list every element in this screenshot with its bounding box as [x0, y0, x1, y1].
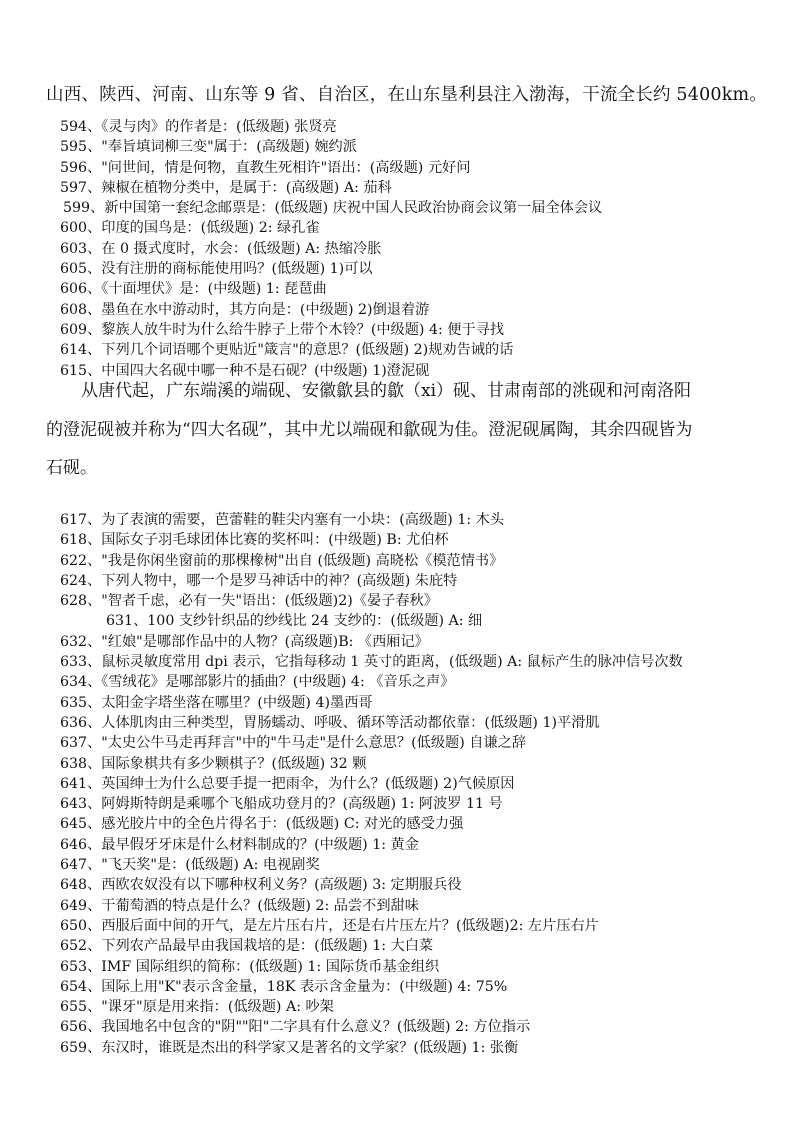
- list-item: 635、太阳金字塔坐落在哪里？(中级题) 4)墨西哥: [60, 694, 373, 711]
- list-item: 636、人体肌肉由三种类型，胃肠蠕动、呼吸、循环等活动都依靠：(低级题) 1)平滑肌: [60, 714, 600, 731]
- list-item: 643、阿姆斯特朗是乘哪个飞船成功登月的？(高级题) 1: 阿波罗 11 号: [60, 796, 503, 813]
- question-list-1: [60, 117, 785, 381]
- list-item: 634、《雪绒花》是哪部影片的插曲？(中级题) 4: 《音乐之声》: [60, 674, 455, 691]
- list-item: 622、"我是你闲坐窗前的那棵橡树"出自 (低级题) 高晓松《模范情书》: [60, 552, 504, 569]
- list-item: 631、100 支纱针织品的纱线比 24 支纱的：(低级题) A: 细: [106, 613, 483, 630]
- list-item: 656、我国地名中包含的"阴""阳"二字具有什么意义？(低级题) 2: 方位指示: [60, 1019, 531, 1036]
- list-item: 617、为了表演的需要，芭蕾鞋的鞋尖内塞有一小块：(高级题) 1: 木头: [60, 512, 505, 528]
- list-item: 646、最早假牙牙床是什么材料制成的？(中级题) 1: 黄金: [60, 836, 419, 853]
- list-item: 637、"太史公牛马走再拜言"中的"牛马走"是什么意思？(低级题) 自谦之辞: [60, 735, 527, 752]
- list-item: 618、国际女子羽毛球团体比赛的奖杯叫：(中级题) B: 尤伯杯: [60, 532, 449, 549]
- list-item: 645、感光胶片中的全色片得名于：(低级题) C: 对光的感受力强: [60, 816, 464, 833]
- list-item: 600、印度的国鸟是：(低级题) 2: 绿孔雀: [60, 220, 320, 237]
- list-item: 641、英国绅士为什么总要手提一把雨伞，为什么？(低级题) 2)气候原因: [60, 775, 515, 792]
- list-item: 655、"课牙"原是用来指：(低级题) A: 吵架: [60, 999, 334, 1016]
- list-item: 650、西服后面中间的开气，是左片压右片，还是右片压左片？(低级题)2: 左片压右片: [60, 917, 599, 934]
- list-item: 615、中国四大名砚中哪一种不是石砚？(中级题) 1)澄泥砚: [60, 362, 430, 379]
- list-item: 624、下列人物中，哪一个是罗马神话中的神？(高级题) 朱庇特: [60, 572, 458, 589]
- question-list-2: [60, 510, 785, 1058]
- list-item: 653、IMF 国际组织的简称：(低级题) 1: 国际货币基金组织: [60, 958, 440, 975]
- intro-line: 山西、陕西、河南、山东等 9 省、自治区，在山东垦利县注入渤海，干流全长约 5400km。: [46, 85, 768, 105]
- paragraph-line: 石砚。: [46, 458, 97, 478]
- list-item: 609、黎族人放牛时为什么给牛脖子上带个木铃？(中级题) 4: 便于寻找: [60, 321, 505, 338]
- list-item: 603、在 0 摄式度时，水会：(低级题) A: 热缩冷胀: [60, 240, 382, 257]
- list-item: 659、东汉时，谁既是杰出的科学家又是著名的文学家？(低级题) 1: 张衡: [60, 1039, 519, 1056]
- paragraph-line: 的澄泥砚被并称为“四大名砚”，其中尤以端砚和歙砚为佳。澄泥砚属陶，其余四砚皆为: [46, 419, 693, 440]
- list-item: 647、"飞天奖"是：(低级题) A: 电视剧奖: [60, 857, 320, 874]
- list-item: 654、国际上用"K"表示含金量，18K 表示含金量为：(中级题) 4: 75%: [60, 978, 508, 995]
- list-item: 648、西欧农奴没有以下哪种权利义务？(高级题) 3: 定期服兵役: [60, 877, 462, 894]
- list-item: 628、"智者千虑，必有一失"语出：(低级题)2)《晏子春秋》: [60, 593, 438, 610]
- list-item: 649、干葡萄酒的特点是什么？(低级题) 2: 品尝不到甜味: [60, 897, 419, 914]
- list-item: 597、辣椒在植物分类中，是属于：(高级题) A: 茄科: [60, 179, 392, 196]
- explanation-paragraph: [46, 372, 752, 488]
- list-item: 608、墨鱼在水中游动时，其方向是：(中级题) 2)倒退着游: [60, 301, 430, 318]
- list-item: 632、"红娘"是哪部作品中的人物？(高级题)B: 《西厢记》: [60, 633, 429, 650]
- list-item: 596、"问世间，情是何物，直教生死相许"语出：(高级题) 元好问: [60, 159, 471, 176]
- list-item: 633、鼠标灵敏度常用 dpi 表示，它指每移动 1 英寸的距离，(低级题) A: 鼠标产生的脉冲信号次数: [60, 654, 683, 671]
- list-item: 599、新中国第一套纪念邮票是：(低级题) 庆祝中国人民政治协商会议第一届全体会议: [63, 200, 603, 217]
- paragraph-line: 从唐代起，广东端溪的端砚、安徽歙县的歙（xi）砚、甘肃南部的洮砚和河南洛阳: [81, 381, 692, 401]
- list-item: 652、下列农产品最早由我国栽培的是：(低级题) 1: 大白菜: [60, 938, 434, 955]
- list-item: 606、《十面埋伏》是：(中级题) 1: 琵琶曲: [60, 281, 327, 298]
- list-item: 605、没有注册的商标能使用吗？(低级题) 1)可以: [60, 261, 373, 278]
- list-item: 595、"奉旨填词柳三变"属于：(高级题) 婉约派: [60, 139, 357, 156]
- list-item: 614、下列几个词语哪个更贴近"箴言"的意思？(低级题) 2)规劝告诫的话: [60, 342, 514, 359]
- list-item: 594、《灵与肉》的作者是：(低级题) 张贤亮: [60, 119, 337, 135]
- list-item: 638、国际象棋共有多少颗棋子？(低级题) 32 颗: [60, 755, 367, 772]
